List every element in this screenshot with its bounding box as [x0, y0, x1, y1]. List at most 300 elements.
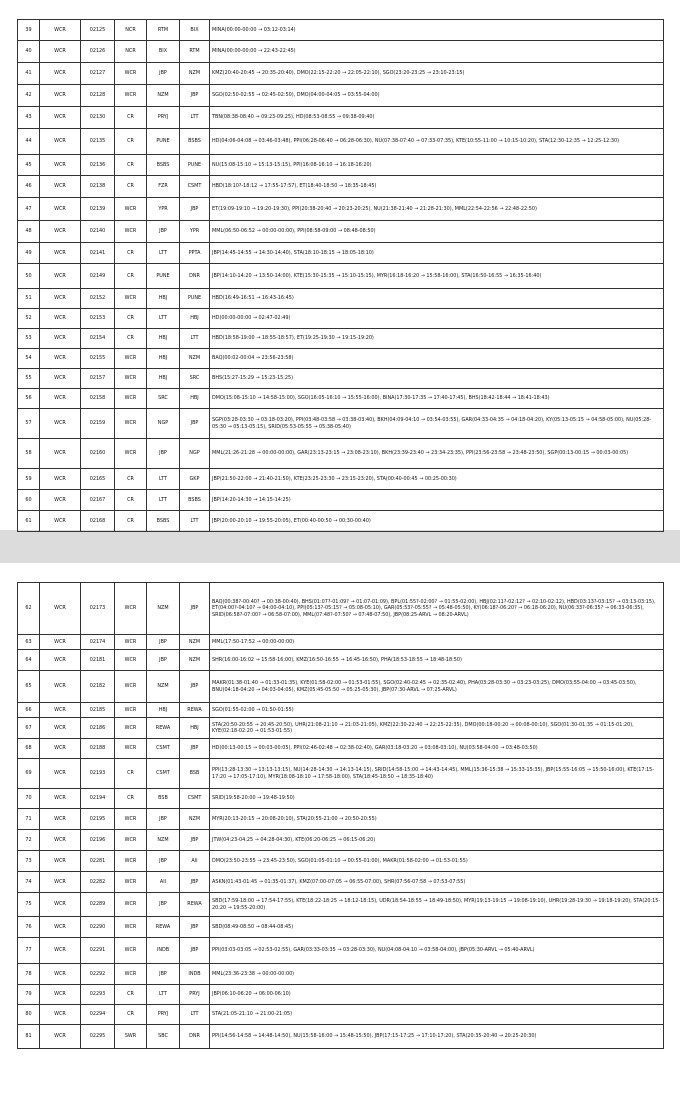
- stoppages-cell: STA(21:05-21:10 → 21:00-21:05): [210, 1005, 664, 1025]
- stoppages-cell: KMZ(20:40-20:45 → 20:35-20:40), DMO(22:15-22:20 → 22:05-22:10), SGO(23:20-23:25 → 23:10-23:15): [210, 63, 664, 85]
- from-station-cell: LTT: [147, 243, 180, 264]
- zone-cell: WCR: [40, 349, 81, 369]
- train-number-cell: 02194: [81, 789, 115, 809]
- serial-number-cell: 67: [18, 718, 40, 739]
- owning-railway-cell: WCR: [115, 739, 147, 759]
- stoppages-cell: JTW(04:23-04:25 → 04:28-04:30), KTE(06:20-06:25 → 06:15-06:20): [210, 830, 664, 851]
- serial-number-cell: 47: [18, 198, 40, 221]
- to-station-cell: JBP: [180, 85, 210, 107]
- serial-number-cell: 69: [18, 759, 40, 789]
- serial-number-cell: 63: [18, 635, 40, 650]
- zone-cell: WCR: [40, 703, 81, 718]
- zone-cell: WCR: [40, 264, 81, 289]
- to-station-cell: AII: [180, 851, 210, 872]
- train-number-cell: 02174: [81, 635, 115, 650]
- to-station-cell: INDB: [180, 964, 210, 985]
- train-number-cell: 02126: [81, 41, 115, 63]
- stoppages-cell: PPI(03:03-03:05 → 02:53-02:55), GAR(03:33-03:35 → 03:28-03:30), NU(04:08-04:10 → 03:58-04:00), JBP(05:30-ARVL → 05:40-ARVL): [210, 938, 664, 964]
- from-station-cell: AII: [147, 872, 180, 893]
- serial-number-cell: 72: [18, 830, 40, 851]
- from-station-cell: JBP: [147, 893, 180, 917]
- owning-railway-cell: CR: [115, 129, 147, 155]
- serial-number-cell: 52: [18, 309, 40, 329]
- table-row: [18, 635, 664, 650]
- table-row: [18, 851, 664, 872]
- train-number-cell: 02149: [81, 264, 115, 289]
- to-station-cell: DNR: [180, 264, 210, 289]
- serial-number-cell: 56: [18, 389, 40, 409]
- from-station-cell: HBJ: [147, 289, 180, 309]
- serial-number-cell: 78: [18, 964, 40, 985]
- stoppages-cell: STA(20:50-20:55 → 20:45-20:50), UHR(21:08-21:10 → 21:03-21:05), KMZ(22:30-22:40 → 22:25-22:35), DMO(00:18-00:20 → 00:08-00:10), SGO(01:30-01:35 → 01:15-01:20), KYE(02:18-02:20 → 01:53-01:55): [210, 718, 664, 739]
- train-number-cell: 02290: [81, 917, 115, 938]
- table-row: [18, 155, 664, 176]
- owning-railway-cell: WCR: [115, 830, 147, 851]
- to-station-cell: PUNE: [180, 289, 210, 309]
- serial-number-cell: 39: [18, 20, 40, 41]
- stoppages-cell: ASKN(01:43-01:45 → 01:35-01:37), KMZ(07:00-07:05 → 06:55-07:00), SHR(07:56-07:58 → 07:53-07:55): [210, 872, 664, 893]
- to-station-cell: BSB: [180, 759, 210, 789]
- zone-cell: WCR: [40, 85, 81, 107]
- serial-number-cell: 43: [18, 107, 40, 129]
- train-number-cell: 02181: [81, 650, 115, 671]
- table-row: [18, 490, 664, 511]
- train-number-cell: 02136: [81, 155, 115, 176]
- table-row: [18, 20, 664, 41]
- to-station-cell: CSMT: [180, 176, 210, 198]
- train-number-cell: 02154: [81, 329, 115, 349]
- owning-railway-cell: WCR: [115, 851, 147, 872]
- zone-cell: WCR: [40, 893, 81, 917]
- table-row: [18, 703, 664, 718]
- zone-cell: WCR: [40, 107, 81, 129]
- table-row: [18, 759, 664, 789]
- owning-railway-cell: WCR: [115, 718, 147, 739]
- to-station-cell: SRC: [180, 369, 210, 389]
- to-station-cell: LTT: [180, 329, 210, 349]
- to-station-cell: YPR: [180, 221, 210, 243]
- zone-cell: WCR: [40, 1005, 81, 1025]
- from-station-cell: HBJ: [147, 369, 180, 389]
- stoppages-cell: SRID(19:58-20:00 → 19:48-19:50): [210, 789, 664, 809]
- from-station-cell: BSBS: [147, 511, 180, 532]
- zone-cell: WCR: [40, 759, 81, 789]
- table-body-page-2: [18, 583, 664, 1049]
- stoppages-cell: HD(00:00-00:00 → 02:47-02:49): [210, 309, 664, 329]
- owning-railway-cell: WCR: [115, 369, 147, 389]
- stoppages-cell: SBD(17:59-18:00 → 17:54-17:55), KTE(18:22-18:25 → 18:12-18:15), UDR(18:54-18:55 → 18:49-18:50), MYR(19:13-19:15 → 19:08-19:10), UHR(19:28-19:30 → 19:18-19:20), STA(20:15-20:20 → 19:55-20:00): [210, 893, 664, 917]
- from-station-cell: BIX: [147, 41, 180, 63]
- page-2: [0, 563, 680, 1095]
- timetable-page-2: [17, 582, 664, 1049]
- from-station-cell: HBJ: [147, 703, 180, 718]
- serial-number-cell: 80: [18, 1005, 40, 1025]
- table-row: [18, 650, 664, 671]
- from-station-cell: JBP: [147, 809, 180, 830]
- from-station-cell: BSBS: [147, 155, 180, 176]
- owning-railway-cell: WCR: [115, 964, 147, 985]
- from-station-cell: PRYJ: [147, 1005, 180, 1025]
- zone-cell: WCR: [40, 409, 81, 439]
- owning-railway-cell: WCR: [115, 349, 147, 369]
- page-1: [0, 0, 680, 530]
- table-row: [18, 369, 664, 389]
- stoppages-cell: MYR(20:13-20:15 → 20:08-20:10), STA(20:55-21:00 → 20:50-20:55): [210, 809, 664, 830]
- table-row: [18, 63, 664, 85]
- stoppages-cell: SHR(16:00-16:02 → 15:58-16:00), KMZ(16:50-16:55 → 16:45-16:50), PHA(18:53-18:55 → 18:48-18:50): [210, 650, 664, 671]
- serial-number-cell: 42: [18, 85, 40, 107]
- owning-railway-cell: CR: [115, 264, 147, 289]
- serial-number-cell: 65: [18, 671, 40, 703]
- table-row: [18, 439, 664, 469]
- to-station-cell: JBP: [180, 917, 210, 938]
- from-station-cell: LTT: [147, 309, 180, 329]
- to-station-cell: NZM: [180, 809, 210, 830]
- stoppages-cell: BAQ(00:38?-00:40? → 00:38-00:40), BHS(01:07?-01:09? → 01:07-01:09), BPL(01:55?-02:00? → 01:55-02:00), HBJ(02:11?-02:12? → 02:10-02:12), HBD(03:13?-03:15? → 03:13-03:15), ET(04:00?-04:10? → 04:00-04:10), PPI(05:13?-05:15? → 05:08-05:10), GAR(05:53?-05:55? → 05:48-05:50), KY(06:18?-06:20? → 06:18-06:20), NU(06:33?-06:35? → 06:33-06:35), SRID(06:58?-07:00? → 06:58-07:00), MML(07:48?-07:50? → 07:48-07:50), JBP(08:25-ARVL → 08:20-ARVL): [210, 583, 664, 635]
- table-row: [18, 409, 664, 439]
- zone-cell: WCR: [40, 41, 81, 63]
- serial-number-cell: 57: [18, 409, 40, 439]
- owning-railway-cell: SWR: [115, 1025, 147, 1049]
- from-station-cell: LTT: [147, 985, 180, 1005]
- zone-cell: WCR: [40, 964, 81, 985]
- from-station-cell: NGP: [147, 409, 180, 439]
- table-row: [18, 129, 664, 155]
- owning-railway-cell: CR: [115, 329, 147, 349]
- table-row: [18, 830, 664, 851]
- table-row: [18, 41, 664, 63]
- zone-cell: WCR: [40, 917, 81, 938]
- stoppages-cell: MML(06:50-06:52 → 00:00-00:00), PPI(08:58-09:00 → 08:48-08:50): [210, 221, 664, 243]
- train-number-cell: 02160: [81, 439, 115, 469]
- train-number-cell: 02135: [81, 129, 115, 155]
- stoppages-cell: MINA(00:00-00:00 → 03:12-03:14): [210, 20, 664, 41]
- stoppages-cell: JBP(06:10-06:20 → 06:00-06:10): [210, 985, 664, 1005]
- to-station-cell: JBP: [180, 671, 210, 703]
- owning-railway-cell: NCR: [115, 41, 147, 63]
- table-row: [18, 289, 664, 309]
- from-station-cell: HBJ: [147, 349, 180, 369]
- stoppages-cell: PPI(14:56-14:58 → 14:48-14:50), NU(15:58-16:00 → 15:48-15:50), JBP(17:15-17:25 → 17:10-17:20), STA(20:35-20:40 → 20:25-20:30): [210, 1025, 664, 1049]
- zone-cell: WCR: [40, 511, 81, 532]
- to-station-cell: NZM: [180, 349, 210, 369]
- zone-cell: WCR: [40, 1025, 81, 1049]
- serial-number-cell: 68: [18, 739, 40, 759]
- stoppages-cell: JBP(14:45-14:55 → 14:30-14:40), STA(18:10-18:15 → 18:05-18:10): [210, 243, 664, 264]
- owning-railway-cell: WCR: [115, 809, 147, 830]
- stoppages-cell: HD(04:06-04:08 → 03:46-03:48), PPI(06:28-06:40 → 06:28-06:30), NU(07:38-07:40 → 07:33-07:35), KTE(10:55-11:00 → 10:15-10:20), STA(12:30-12:35 → 12:25-12:30): [210, 129, 664, 155]
- to-station-cell: JBP: [180, 830, 210, 851]
- stoppages-cell: SGO(02:50-02:55 → 02:45-02:50), DMO(04:00-04:05 → 03:55-04:00): [210, 85, 664, 107]
- train-number-cell: 02155: [81, 349, 115, 369]
- zone-cell: WCR: [40, 243, 81, 264]
- train-number-cell: 02289: [81, 893, 115, 917]
- from-station-cell: PUNE: [147, 264, 180, 289]
- zone-cell: WCR: [40, 985, 81, 1005]
- zone-cell: WCR: [40, 809, 81, 830]
- train-number-cell: 02168: [81, 511, 115, 532]
- stoppages-cell: BHS(15:27-15:29 → 15:23-15:25): [210, 369, 664, 389]
- to-station-cell: REWA: [180, 893, 210, 917]
- table-row: [18, 309, 664, 329]
- owning-railway-cell: WCR: [115, 650, 147, 671]
- serial-number-cell: 48: [18, 221, 40, 243]
- table-row: [18, 349, 664, 369]
- to-station-cell: JBP: [180, 739, 210, 759]
- serial-number-cell: 55: [18, 369, 40, 389]
- train-number-cell: 02130: [81, 107, 115, 129]
- table-row: [18, 198, 664, 221]
- serial-number-cell: 46: [18, 176, 40, 198]
- from-station-cell: NZM: [147, 583, 180, 635]
- stoppages-cell: BAQ(00:02-00:04 → 23:56-23:58): [210, 349, 664, 369]
- serial-number-cell: 45: [18, 155, 40, 176]
- zone-cell: WCR: [40, 583, 81, 635]
- to-station-cell: BSBS: [180, 490, 210, 511]
- zone-cell: WCR: [40, 830, 81, 851]
- owning-railway-cell: CR: [115, 309, 147, 329]
- serial-number-cell: 81: [18, 1025, 40, 1049]
- table-row: [18, 264, 664, 289]
- table-row: [18, 985, 664, 1005]
- from-station-cell: JBP: [147, 439, 180, 469]
- train-number-cell: 02153: [81, 309, 115, 329]
- owning-railway-cell: WCR: [115, 85, 147, 107]
- serial-number-cell: 54: [18, 349, 40, 369]
- stoppages-cell: JBP(14:10-14:20 → 13:50-14:00), KTE(15:30-15:35 → 15:10-15:15), MYR(16:18-16:20 → 15:58-16:00), STA(16:50-16:55 → 16:35-16:40): [210, 264, 664, 289]
- stoppages-cell: HD(00:13-00:15 → 00:03-00:05), PPI(02:46-02:48 → 02:38-02:40), GAR(03:18-03:20 → 03:08-03:10), NU(03:58-04:00 → 03:48-03:50): [210, 739, 664, 759]
- from-station-cell: CSMT: [147, 739, 180, 759]
- from-station-cell: REWA: [147, 718, 180, 739]
- owning-railway-cell: WCR: [115, 221, 147, 243]
- from-station-cell: SBC: [147, 1025, 180, 1049]
- from-station-cell: NZM: [147, 671, 180, 703]
- owning-railway-cell: WCR: [115, 389, 147, 409]
- to-station-cell: HBJ: [180, 718, 210, 739]
- to-station-cell: GKP: [180, 469, 210, 490]
- table-row: [18, 243, 664, 264]
- stoppages-cell: MML(21:26-21:28 → 00:00-00:00), GAR(23:13-23:15 → 23:08-23:10), BKH(23:39-23:40 → 23:34-23:35), PPI(23:56-23:58 → 23:48-23:50), SGP(00:13-00:15 → 00:03-00:05): [210, 439, 664, 469]
- from-station-cell: JBP: [147, 221, 180, 243]
- to-station-cell: PUNE: [180, 155, 210, 176]
- from-station-cell: CSMT: [147, 759, 180, 789]
- stoppages-cell: MAKR(01:38-01:40 → 01:33-01:35), KYE(01:58-02:00 → 01:53-01:55), SGO(02:40-02:45 → 02:35-02:40), PHA(03:28-03:30 → 03:23-03:25), DMO(03:55-04:00 → 03:45-03:50), BNU(04:18-04:20 → 04:03-04:05), KMZ(05:45-05:50 → 05:25-05:30), JBP(07:30-ARVL → 07:25-ARVL): [210, 671, 664, 703]
- stoppages-cell: JBP(14:20-14:30 → 14:15-14:25): [210, 490, 664, 511]
- to-station-cell: LTT: [180, 1005, 210, 1025]
- serial-number-cell: 79: [18, 985, 40, 1005]
- train-number-cell: 02293: [81, 985, 115, 1005]
- serial-number-cell: 70: [18, 789, 40, 809]
- zone-cell: WCR: [40, 439, 81, 469]
- from-station-cell: JBP: [147, 964, 180, 985]
- serial-number-cell: 53: [18, 329, 40, 349]
- table-body-page-1: [18, 20, 664, 532]
- serial-number-cell: 66: [18, 703, 40, 718]
- from-station-cell: PUNE: [147, 129, 180, 155]
- stoppages-cell: SBD(08:49-08:50 → 08:44-08:45): [210, 917, 664, 938]
- to-station-cell: JBP: [180, 938, 210, 964]
- table-row: [18, 221, 664, 243]
- owning-railway-cell: CR: [115, 243, 147, 264]
- stoppages-cell: MML(17:50-17:52 → 00:00-00:00): [210, 635, 664, 650]
- zone-cell: WCR: [40, 389, 81, 409]
- from-station-cell: JBP: [147, 63, 180, 85]
- train-number-cell: 02295: [81, 1025, 115, 1049]
- serial-number-cell: 76: [18, 917, 40, 938]
- to-station-cell: NZM: [180, 650, 210, 671]
- stoppages-cell: HBD(16:49-16:51 → 16:43-16:45): [210, 289, 664, 309]
- to-station-cell: LTT: [180, 107, 210, 129]
- stoppages-cell: DMO(15:08-15:10 → 14:58-15:00), SGO(16:05-16:10 → 15:55-16:00), BINA(17:30-17:35 → 17:40-17:45), BHS(18:42-18:44 → 18:41-18:43): [210, 389, 664, 409]
- zone-cell: WCR: [40, 739, 81, 759]
- table-row: [18, 739, 664, 759]
- owning-railway-cell: CR: [115, 469, 147, 490]
- train-number-cell: 02196: [81, 830, 115, 851]
- to-station-cell: JBP: [180, 872, 210, 893]
- serial-number-cell: 64: [18, 650, 40, 671]
- table-row: [18, 917, 664, 938]
- stoppages-cell: ET(19:09-19:10 → 19:20-19:30), PPI(20:38-20:40 → 20:23-20:25), NU(21:38-21:40 → 21:28-21:30), MML(22:54-22:56 → 22:48-22:50): [210, 198, 664, 221]
- owning-railway-cell: WCR: [115, 635, 147, 650]
- train-number-cell: 02185: [81, 703, 115, 718]
- to-station-cell: BSBS: [180, 129, 210, 155]
- owning-railway-cell: WCR: [115, 409, 147, 439]
- zone-cell: WCR: [40, 789, 81, 809]
- zone-cell: WCR: [40, 938, 81, 964]
- stoppages-cell: HBD(18:10?-18:12 → 17:55-17:57), ET(18:40-18:50 → 18:35-18:45): [210, 176, 664, 198]
- stoppages-cell: MML(23:36-23:38 → 00:00-00:00): [210, 964, 664, 985]
- stoppages-cell: HBD(18:58-19:00 → 18:55-18:57), ET(19:25-19:30 → 19:15-19:20): [210, 329, 664, 349]
- train-number-cell: 02158: [81, 389, 115, 409]
- zone-cell: WCR: [40, 671, 81, 703]
- table-row: [18, 789, 664, 809]
- train-number-cell: 02294: [81, 1005, 115, 1025]
- zone-cell: WCR: [40, 490, 81, 511]
- serial-number-cell: 74: [18, 872, 40, 893]
- owning-railway-cell: CR: [115, 155, 147, 176]
- owning-railway-cell: CR: [115, 789, 147, 809]
- stoppages-cell: SGO(01:55-02:00 → 01:50-01:55): [210, 703, 664, 718]
- zone-cell: WCR: [40, 20, 81, 41]
- to-station-cell: HBJ: [180, 309, 210, 329]
- zone-cell: WCR: [40, 650, 81, 671]
- stoppages-cell: TBN(08:38-08:40 → 09:23-09:25), HD(08:53-08:55 → 09:38-09:40): [210, 107, 664, 129]
- table-row: [18, 938, 664, 964]
- serial-number-cell: 44: [18, 129, 40, 155]
- owning-railway-cell: WCR: [115, 893, 147, 917]
- stoppages-cell: DMO(23:50-23:55 → 23:45-23:50), SGO(01:05-01:10 → 00:55-01:00), MAKR(01:58-02:00 → 01:53-01:55): [210, 851, 664, 872]
- table-row: [18, 1005, 664, 1025]
- train-number-cell: 02182: [81, 671, 115, 703]
- zone-cell: WCR: [40, 63, 81, 85]
- train-number-cell: 02165: [81, 469, 115, 490]
- serial-number-cell: 62: [18, 583, 40, 635]
- owning-railway-cell: WCR: [115, 63, 147, 85]
- train-number-cell: 02188: [81, 739, 115, 759]
- zone-cell: WCR: [40, 872, 81, 893]
- owning-railway-cell: WCR: [115, 917, 147, 938]
- train-number-cell: 02141: [81, 243, 115, 264]
- serial-number-cell: 49: [18, 243, 40, 264]
- zone-cell: WCR: [40, 369, 81, 389]
- from-station-cell: HBJ: [147, 329, 180, 349]
- to-station-cell: DNR: [180, 1025, 210, 1049]
- train-number-cell: 02127: [81, 63, 115, 85]
- train-number-cell: 02138: [81, 176, 115, 198]
- to-station-cell: NGP: [180, 439, 210, 469]
- serial-number-cell: 41: [18, 63, 40, 85]
- from-station-cell: PRYJ: [147, 107, 180, 129]
- to-station-cell: JBP: [180, 198, 210, 221]
- to-station-cell: JBP: [180, 583, 210, 635]
- zone-cell: WCR: [40, 329, 81, 349]
- stoppages-cell: PPI(13:28-13:30 → 13:13-13:15), NU(14:28-14:30 → 14:13-14:15), SRID(14:58-15:00 → 14:43-14:45), MML(15:36-15:38 → 15:33-15:35), JBP(15:55-16:05 → 15:50-16:00), KTE(17:15-17:20 → 17:05-17:10), MYR(18:08-18:10 → 17:58-18:00), STA(18:45-18:50 → 18:35-18:40): [210, 759, 664, 789]
- from-station-cell: JBP: [147, 635, 180, 650]
- stoppages-cell: SGP(03:28-03:30 → 03:18-03:20), PPI(03:48-03:58 → 03:38-03:40), BKH(04:09-04:10 → 03:54-03:55), GAR(04:33-04:35 → 04:18-04:20), KY(05:13-05:15 → 04:58-05:00), NU(05:28-05:30 → 05:13-05:15), SRID(05:53-05:55 → 05:38-05:40): [210, 409, 664, 439]
- owning-railway-cell: WCR: [115, 938, 147, 964]
- from-station-cell: JBP: [147, 650, 180, 671]
- to-station-cell: BIX: [180, 20, 210, 41]
- table-row: [18, 671, 664, 703]
- to-station-cell: RTM: [180, 41, 210, 63]
- to-station-cell: NZM: [180, 63, 210, 85]
- serial-number-cell: 40: [18, 41, 40, 63]
- table-row: [18, 872, 664, 893]
- serial-number-cell: 58: [18, 439, 40, 469]
- table-row: [18, 718, 664, 739]
- stoppages-cell: MINA(00:00-00:00 → 22:43-22:45): [210, 41, 664, 63]
- to-station-cell: LTT: [180, 511, 210, 532]
- from-station-cell: SRC: [147, 389, 180, 409]
- from-station-cell: INDB: [147, 938, 180, 964]
- train-number-cell: 02128: [81, 85, 115, 107]
- table-row: [18, 389, 664, 409]
- train-number-cell: 02139: [81, 198, 115, 221]
- table-row: [18, 85, 664, 107]
- from-station-cell: FZR: [147, 176, 180, 198]
- table-row: [18, 1025, 664, 1049]
- owning-railway-cell: CR: [115, 759, 147, 789]
- from-station-cell: RTM: [147, 20, 180, 41]
- from-station-cell: NZM: [147, 830, 180, 851]
- train-number-cell: 02281: [81, 851, 115, 872]
- serial-number-cell: 59: [18, 469, 40, 490]
- from-station-cell: REWA: [147, 917, 180, 938]
- from-station-cell: LTT: [147, 469, 180, 490]
- stoppages-cell: JBP(21:50-22:00 → 21:40-21:50), KTE(23:25-23:30 → 23:15-23:20), STA(00:40-00:45 → 00:25-00:30): [210, 469, 664, 490]
- train-number-cell: 02140: [81, 221, 115, 243]
- zone-cell: WCR: [40, 469, 81, 490]
- table-row: [18, 329, 664, 349]
- owning-railway-cell: WCR: [115, 289, 147, 309]
- serial-number-cell: 73: [18, 851, 40, 872]
- zone-cell: WCR: [40, 221, 81, 243]
- train-number-cell: 02125: [81, 20, 115, 41]
- serial-number-cell: 77: [18, 938, 40, 964]
- table-row: [18, 469, 664, 490]
- owning-railway-cell: WCR: [115, 198, 147, 221]
- timetable-page-1: [17, 19, 664, 532]
- table-row: [18, 583, 664, 635]
- owning-railway-cell: WCR: [115, 439, 147, 469]
- zone-cell: WCR: [40, 198, 81, 221]
- stoppages-cell: JBP(20:00-20:10 → 19:55-20:05), ET(00:40-00:50 → 00:30-00:40): [210, 511, 664, 532]
- train-number-cell: 02173: [81, 583, 115, 635]
- from-station-cell: NZM: [147, 85, 180, 107]
- owning-railway-cell: WCR: [115, 583, 147, 635]
- train-number-cell: 02282: [81, 872, 115, 893]
- owning-railway-cell: WCR: [115, 703, 147, 718]
